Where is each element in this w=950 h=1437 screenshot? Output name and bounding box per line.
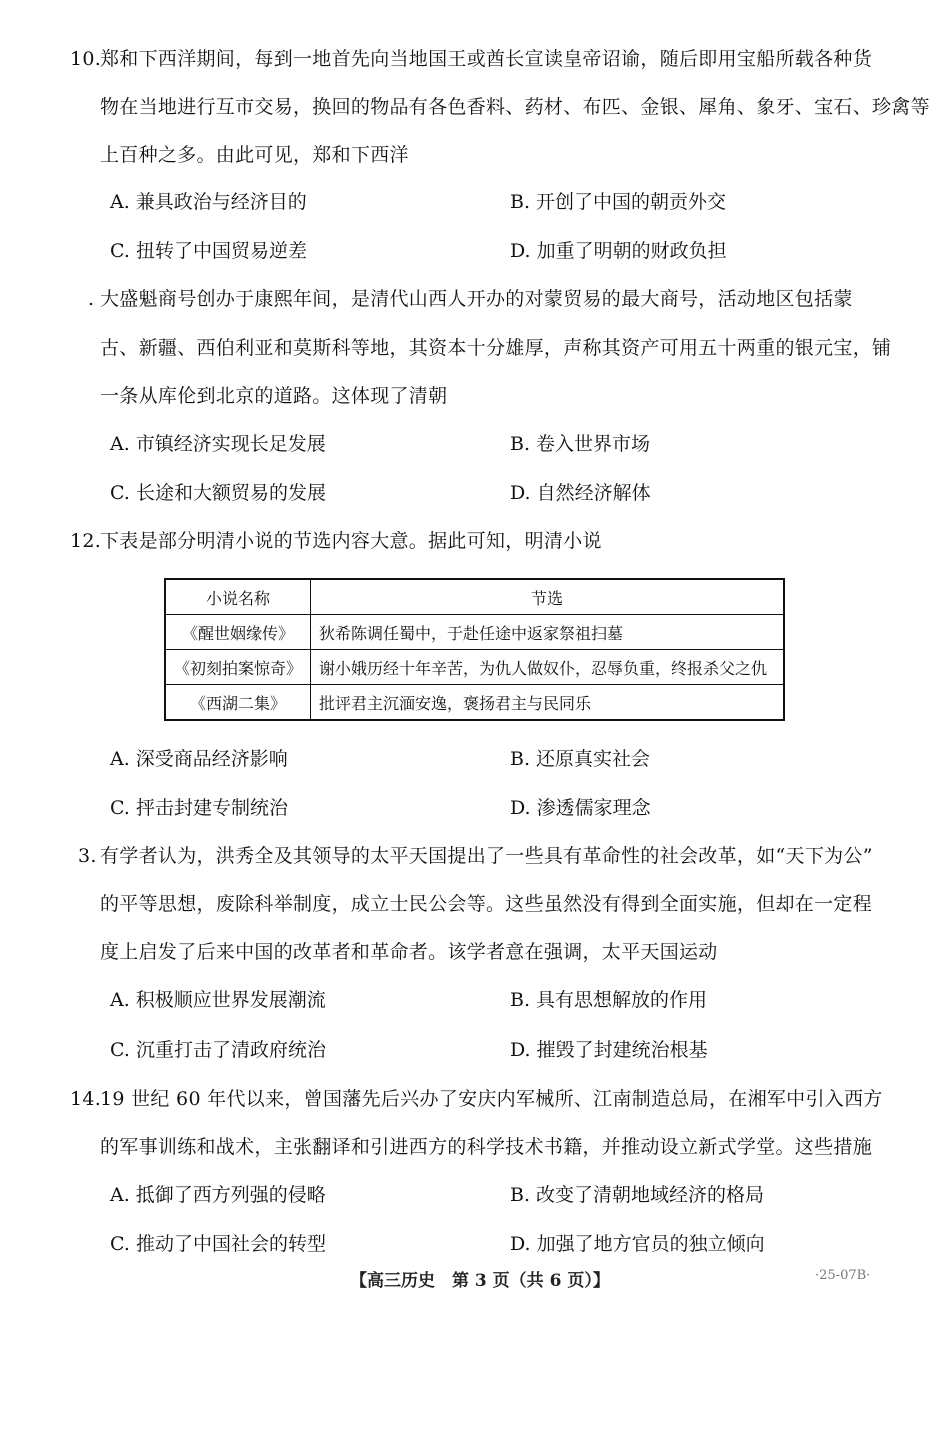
table-row: [165, 615, 784, 650]
q12-option-a: A. 深受商品经济影响: [110, 748, 288, 770]
q12-option-d: D. 渗透儒家理念: [510, 797, 651, 819]
q14-number: 14.: [70, 1088, 102, 1110]
q13-stem-line-3: 度上启发了后来中国的改革者和革命者。该学者意在强调，太平天国运动: [100, 941, 718, 963]
q13-number: 3.: [78, 845, 97, 867]
q11-option-c: C. 长途和大额贸易的发展: [110, 482, 326, 504]
novels-table: [164, 578, 785, 721]
q11-stem-line-2: 古、新疆、西伯利亚和莫斯科等地，其资本十分雄厚，声称其资产可用五十两重的银元宝，铺: [100, 337, 892, 359]
q13-option-d: D. 摧毁了封建统治根基: [510, 1039, 708, 1061]
q10-option-d: D. 加重了明朝的财政负担: [510, 240, 727, 262]
q12-option-c: C. 抨击封建专制统治: [110, 797, 288, 819]
q10-stem-line-2: 物在当地进行互市交易，换回的物品有各色香料、药材、布匹、金银、犀角、象牙、宝石、珍禽等: [100, 96, 930, 118]
table-cell-title: 《西湖二集》: [165, 685, 311, 721]
table-cell-excerpt: 批评君主沉湎安逸，褒扬君主与民同乐: [311, 685, 784, 721]
q14-option-b: B. 改变了清朝地域经济的格局: [510, 1184, 765, 1206]
q12-stem-line-1: 12. 下表是部分明清小说的节选内容大意。据此可知，明清小说: [70, 530, 602, 552]
table-cell-excerpt: 狄希陈调任蜀中，于赴任途中返家祭祖扫墓: [311, 615, 784, 650]
table-header-title: 小说名称: [165, 579, 311, 615]
q14-option-c: C. 推动了中国社会的转型: [110, 1233, 326, 1255]
q10-option-a: A. 兼具政治与经济目的: [110, 191, 307, 213]
q14-stem-line-1: 14. 19 世纪 60 年代以来，曾国藩先后兴办了安庆内军械所、江南制造总局，在湘军中引入西方: [70, 1088, 883, 1110]
table-cell-excerpt: 谢小娥历经十年辛苦，为仇人做奴仆，忍辱负重，终报杀父之仇: [311, 650, 784, 685]
q11-option-a: A. 市镇经济实现长足发展: [110, 433, 326, 455]
q11-stem-line-1: . 大盛魁商号创办于康熙年间，是清代山西人开办的对蒙贸易的最大商号，活动地区包括蒙: [88, 288, 853, 310]
q12-number: 12.: [70, 530, 102, 552]
q12-option-b: B. 还原真实社会: [510, 748, 651, 770]
q10-option-c: C. 扭转了中国贸易逆差: [110, 240, 307, 262]
table-row: [165, 685, 784, 721]
table-cell-title: 《醒世姻缘传》: [165, 615, 311, 650]
q10-stem-line-1: 10. 郑和下西洋期间，每到一地首先向当地国王或酋长宣读皇帝诏谕，随后即用宝船所载各种货: [70, 48, 873, 70]
q13-stem-line-2: 的平等思想，废除科举制度，成立士民公会等。这些虽然没有得到全面实施，但却在一定程: [100, 893, 873, 915]
q14-stem-line-2: 的军事训练和战术，主张翻译和引进西方的科学技术书籍，并推动设立新式学堂。这些措施: [100, 1136, 873, 1158]
q10-option-b: B. 开创了中国的朝贡外交: [510, 191, 727, 213]
q13-option-c: C. 沉重打击了清政府统治: [110, 1039, 326, 1061]
q11-stem-line-3: 一条从库伦到北京的道路。这体现了清朝: [100, 385, 448, 407]
page-footer: 【高三历史 第 3 页（共 6 页）】: [350, 1271, 610, 1291]
q10-stem-line-3: 上百种之多。由此可见，郑和下西洋: [100, 144, 409, 166]
q13-option-b: B. 具有思想解放的作用: [510, 989, 708, 1011]
q14-option-d: D. 加强了地方官员的独立倾向: [510, 1233, 765, 1255]
q14-option-a: A. 抵御了西方列强的侵略: [110, 1184, 326, 1206]
q11-number: .: [88, 288, 95, 310]
table-cell-title: 《初刻拍案惊奇》: [165, 650, 311, 685]
table-header-row: [165, 579, 784, 615]
q13-stem-line-1: 3. 有学者认为，洪秀全及其领导的太平天国提出了一些具有革命性的社会改革，如“天下为公”: [78, 845, 873, 867]
table-header-excerpt: 节选: [311, 579, 784, 615]
table-row: [165, 650, 784, 685]
page-code: ·25-07B·: [815, 1268, 871, 1283]
q10-number: 10.: [70, 48, 102, 70]
q13-option-a: A. 积极顺应世界发展潮流: [110, 989, 326, 1011]
q11-option-b: B. 卷入世界市场: [510, 433, 651, 455]
q11-option-d: D. 自然经济解体: [510, 482, 651, 504]
